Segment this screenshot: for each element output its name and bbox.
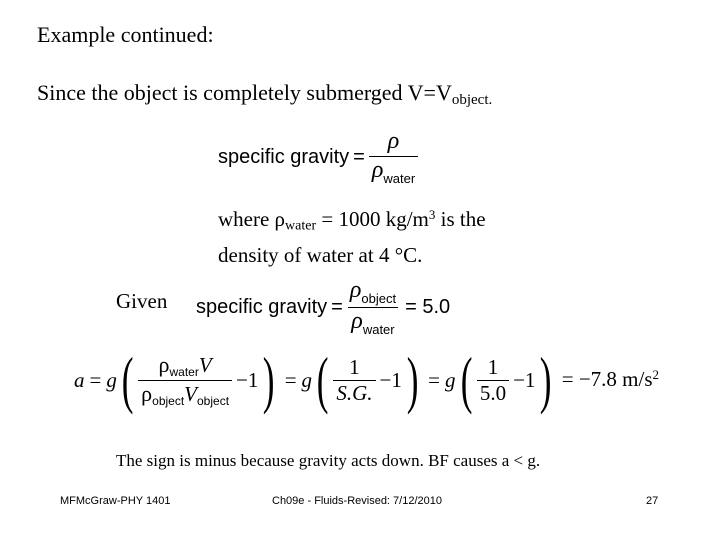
where-line-2: density of water at 4 °C. bbox=[218, 242, 423, 267]
footer-left: MFMcGraw-PHY 1401 bbox=[60, 495, 171, 507]
eq2-numerator: $\rho_{object}$ bbox=[349, 277, 397, 306]
eq1-lhs: specific gravity bbox=[218, 145, 350, 168]
right-paren-2: ) bbox=[406, 344, 419, 415]
intro-subscript: object. bbox=[451, 91, 493, 108]
eq2-fraction bbox=[347, 277, 399, 338]
right-paren-1: ) bbox=[263, 344, 275, 415]
where-line-1: where $\rho_{water} = 1000$ $kg/m^3$ is the bbox=[218, 207, 486, 234]
left-paren-2: ( bbox=[316, 344, 329, 415]
eq3-equals-1: = bbox=[89, 367, 102, 392]
eq3-minus-one-3: −1 bbox=[513, 367, 536, 392]
eq1-fraction bbox=[369, 128, 418, 187]
eq3-fraction-3 bbox=[477, 355, 509, 404]
eq2-denominator: $\rho_{water}$ bbox=[348, 307, 397, 338]
footer-center: Ch09e - Fluids-Revised: 7/12/2010 bbox=[272, 495, 442, 507]
eq2-result: = 5.0 bbox=[405, 295, 451, 318]
eq3-fraction-3-numerator: 1 bbox=[487, 355, 499, 380]
eq1-denominator: $\rho_{water}$ bbox=[369, 156, 418, 187]
page-number: 27 bbox=[646, 495, 659, 507]
eq3-fraction-2-denominator: S.G. bbox=[333, 380, 375, 405]
eq1-numerator: ρ bbox=[387, 128, 400, 154]
eq2-lhs: specific gravity bbox=[196, 295, 328, 318]
eq3-minus-one-2: −1 bbox=[379, 367, 402, 392]
eq3-equals-2: = bbox=[284, 367, 297, 392]
eq3-fraction-1-numerator: ρwaterV bbox=[158, 351, 212, 379]
specific-gravity-given bbox=[196, 277, 450, 338]
water-density-note bbox=[218, 200, 486, 270]
eq3-fraction-1 bbox=[138, 352, 232, 409]
eq3-equals-3: = bbox=[428, 367, 441, 392]
eq2-equals: = bbox=[331, 295, 343, 318]
eq3-fraction-1-denominator: ρobjectVobject bbox=[138, 380, 232, 409]
right-paren-3: ) bbox=[540, 344, 552, 415]
eq3-fraction-2 bbox=[333, 355, 375, 404]
eq3-g-2: g bbox=[301, 367, 313, 392]
left-paren-3: ( bbox=[460, 344, 473, 415]
eq3-fraction-2-numerator: 1 bbox=[349, 355, 360, 380]
eq3-g-1: g bbox=[106, 367, 117, 392]
eq3-g-3: g bbox=[445, 367, 456, 392]
left-paren-1: ( bbox=[121, 344, 134, 415]
eq3-fraction-3-denominator: 5.0 bbox=[477, 380, 509, 405]
intro-text bbox=[37, 80, 492, 109]
sign-explanation: The sign is minus because gravity acts down. BF causes a < g. bbox=[116, 451, 541, 470]
eq3-a: a bbox=[74, 367, 85, 392]
acceleration-equation bbox=[74, 344, 660, 415]
intro-main: Since the object is completely submerged V=V bbox=[37, 80, 452, 105]
slide-heading: Example continued: bbox=[37, 22, 214, 47]
eq1-equals: = bbox=[353, 145, 365, 168]
given-label: Given bbox=[116, 289, 168, 313]
eq3-result: = −7.8 $m/s^2$ bbox=[561, 367, 660, 392]
specific-gravity-definition bbox=[218, 128, 418, 187]
eq3-minus-one-1: −1 bbox=[236, 367, 259, 392]
